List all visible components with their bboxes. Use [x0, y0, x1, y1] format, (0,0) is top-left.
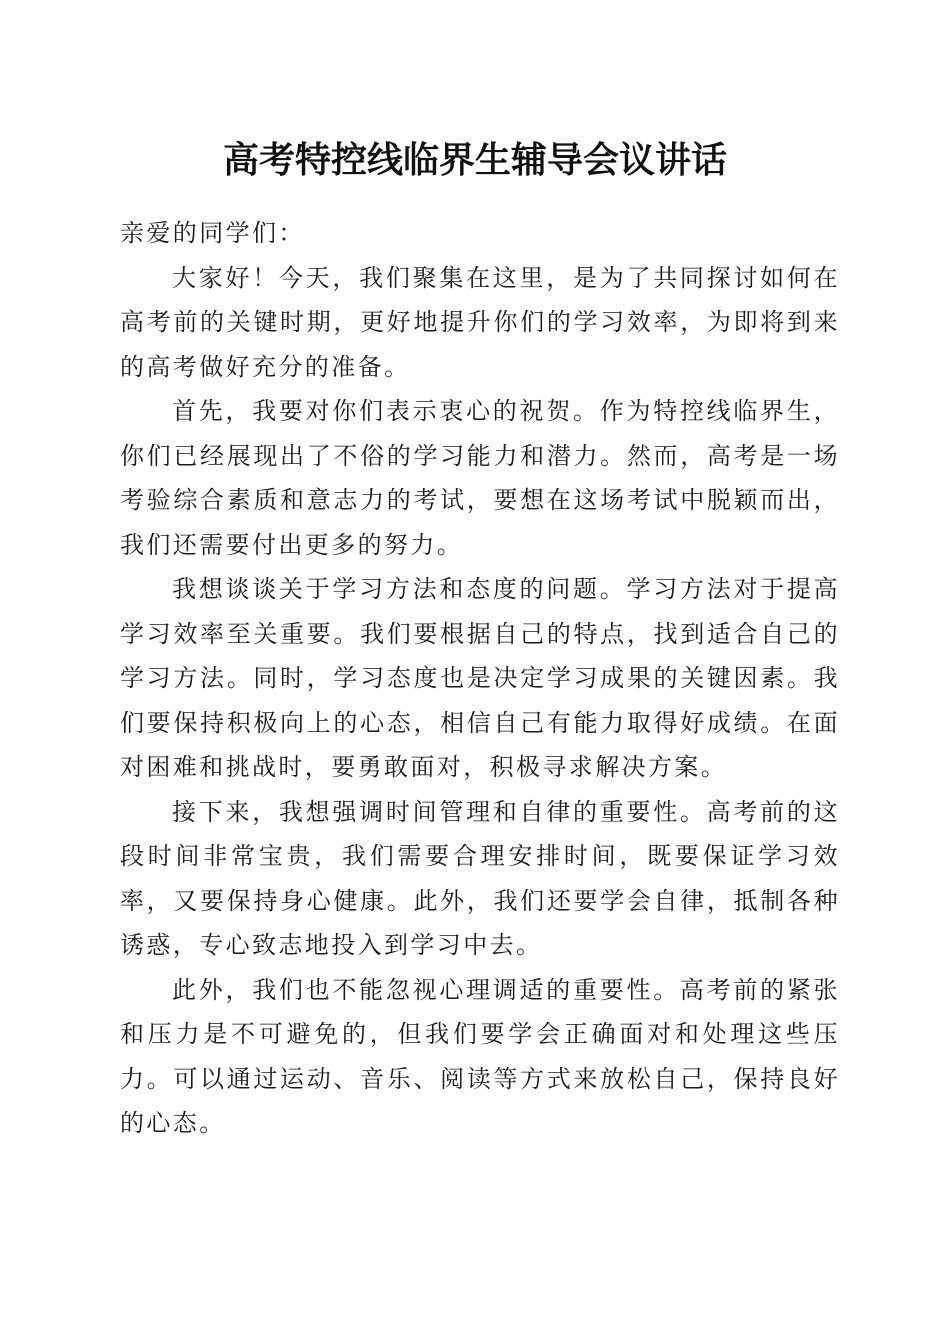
- document-title: 高考特控线临界生辅导会议讲话: [222, 139, 727, 181]
- paragraph-congratulation: 首先，我要对你们表示衷心的祝贺。作为特控线临界生，你们已经展现出了不俗的学习能力和潜力。然而，高考是一场考验综合素质和意志力的考试，要想在这场考试中脱颖而出，我们还需要付出更多的努力。: [120, 397, 840, 559]
- paragraph-study-method: 我想谈谈关于学习方法和态度的问题。学习方法对于提高学习效率至关重要。我们要根据自己的特点，找到适合自己的学习方法。同时，学习态度也是决定学习成果的关键因素。我们要保持积极向上的心态，相信自己有能力取得好成绩。在面对困难和挑战时，要勇敢面对，积极寻求解决方案。: [120, 575, 840, 781]
- paragraph-greeting: 大家好！今天，我们聚集在这里，是为了共同探讨如何在高考前的关键时期，更好地提升你们的学习效率，为即将到来的高考做好充分的准备。: [120, 263, 840, 381]
- salutation: 亲爱的同学们：: [120, 219, 305, 247]
- paragraph-time-management: 接下来，我想强调时间管理和自律的重要性。高考前的这段时间非常宝贵，我们需要合理安排时间，既要保证学习效率，又要保持身心健康。此外，我们还要学会自律，抵制各种诱惑，专心致志地投入到学习中去。: [120, 797, 840, 959]
- paragraph-psychology: 此外，我们也不能忽视心理调适的重要性。高考前的紧张和压力是不可避免的，但我们要学会正确面对和处理这些压力。可以通过运动、音乐、阅读等方式来放松自己，保持良好的心态。: [120, 975, 840, 1137]
- document-body: [120, 211, 840, 1146]
